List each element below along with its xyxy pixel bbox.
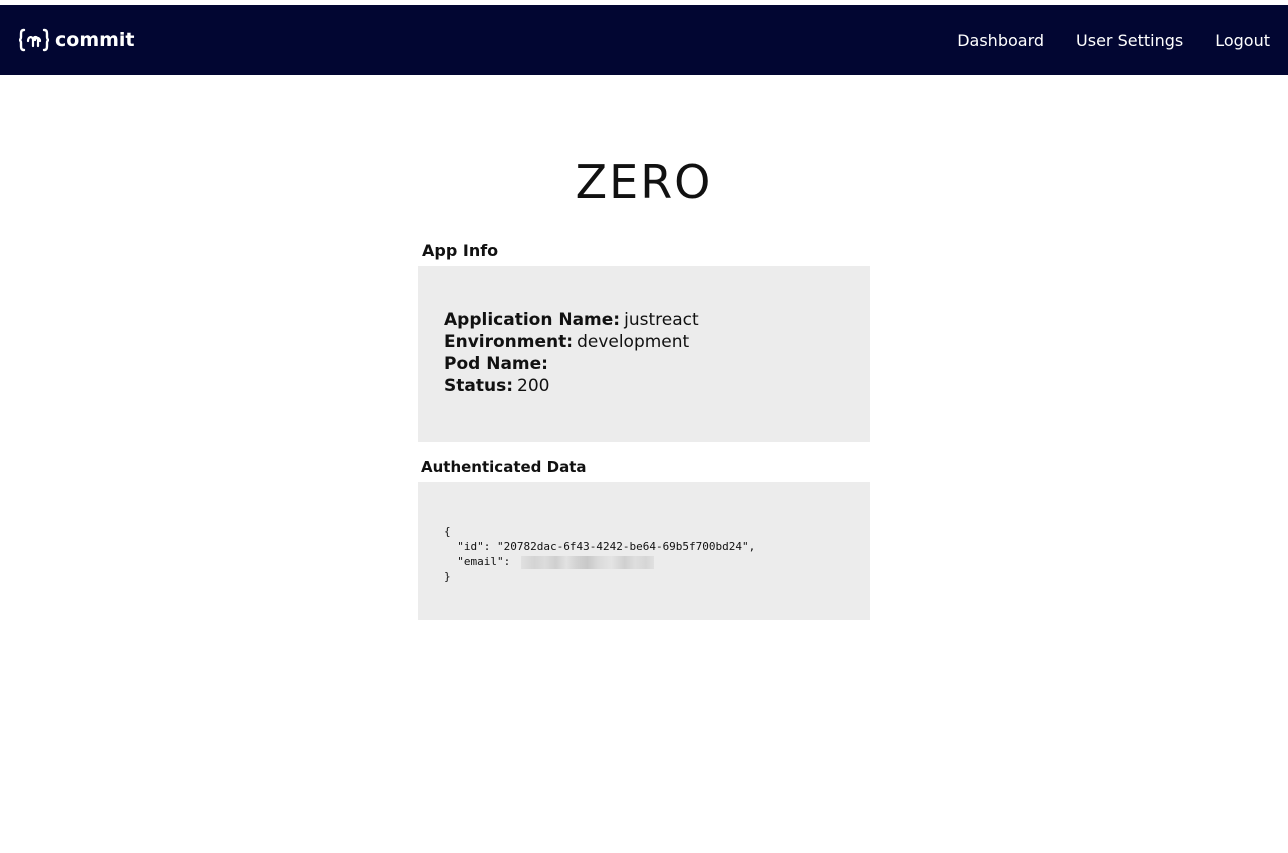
info-label: Environment:	[444, 332, 574, 352]
page-title: ZERO	[575, 155, 713, 209]
nav-link-logout[interactable]: Logout	[1215, 30, 1270, 50]
nav-link-user-settings[interactable]: User Settings	[1076, 30, 1184, 50]
nav-link-dashboard[interactable]: Dashboard	[957, 30, 1045, 50]
code-id-line	[444, 539, 844, 554]
info-label: Status:	[444, 376, 513, 396]
app-info-card	[418, 266, 870, 442]
info-value: justreact	[624, 310, 699, 330]
code-id-value: "20782dac-6f43-4242-be64-69b5f700bd24",	[497, 540, 756, 553]
brand-name: commit	[55, 29, 135, 51]
info-row-pod-name	[444, 353, 844, 375]
nav-links	[925, 31, 1270, 50]
code-close-brace: }	[444, 570, 451, 583]
main-content	[418, 75, 870, 620]
code-id-key: "id":	[457, 540, 491, 553]
info-label: Pod Name:	[444, 354, 548, 374]
authenticated-data-code	[418, 482, 870, 620]
authenticated-data-heading: Authenticated Data	[421, 458, 587, 476]
info-row-application-name	[444, 309, 844, 331]
info-row-environment	[444, 331, 844, 353]
brand-logo[interactable]	[18, 28, 135, 52]
top-navbar	[0, 5, 1288, 75]
info-label: Application Name:	[444, 310, 621, 330]
code-email-line	[444, 554, 844, 569]
info-value: development	[577, 332, 690, 352]
info-row-status	[444, 375, 844, 397]
app-info-heading: App Info	[422, 241, 499, 260]
info-value: 200	[517, 376, 550, 396]
code-open-brace: {	[444, 525, 451, 538]
code-email-key: "email":	[457, 555, 511, 568]
redacted-email-value	[521, 556, 654, 569]
commit-logo-icon	[18, 28, 50, 52]
